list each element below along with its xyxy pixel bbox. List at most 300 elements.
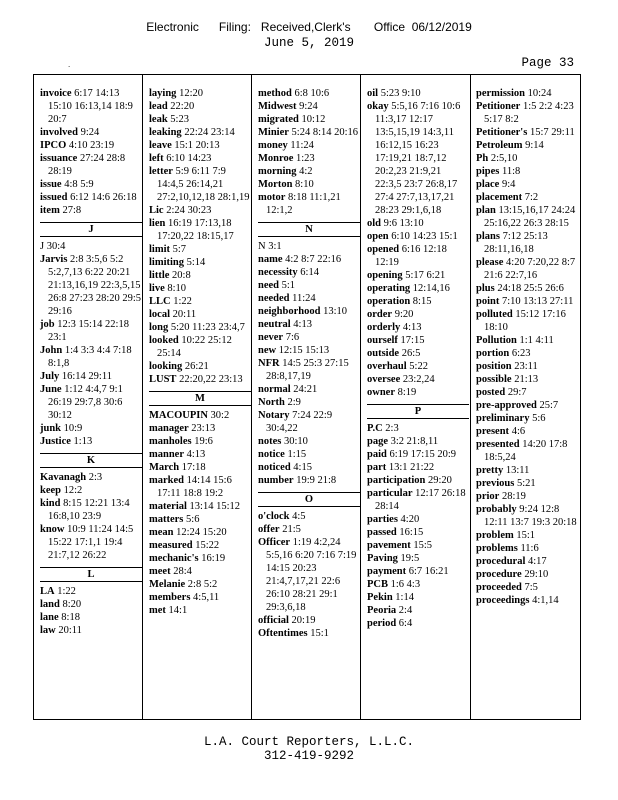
index-word: LUST	[149, 374, 177, 385]
index-entry	[258, 614, 360, 627]
index-word: probably	[476, 504, 517, 515]
index-references: 23:13	[191, 423, 216, 434]
index-references: 5:9 6:11 7:9 14:4,5 26:14,21 27:2,10,12,18 28:1,19	[157, 166, 250, 203]
index-references: 16:14 29:11	[61, 371, 112, 382]
index-entry	[149, 113, 251, 126]
index-references: 23:11	[514, 361, 538, 372]
index-word: payment	[367, 566, 407, 577]
index-references: 6:8 10:6	[294, 88, 330, 99]
index-word: letter	[149, 166, 173, 177]
index-word: Midwest	[258, 101, 297, 112]
index-entry	[149, 282, 251, 295]
index-word: marked	[149, 475, 184, 486]
index-references: 4:8 5:9	[64, 179, 94, 190]
index-references: 26:21	[184, 361, 209, 372]
index-references: 8:10	[167, 283, 187, 294]
index-references: 2:5,10	[490, 153, 518, 164]
index-entry	[367, 578, 469, 591]
footer-company: L.A. Court Reporters, L.L.C.	[203, 735, 415, 749]
index-entry	[367, 513, 469, 526]
index-word: LLC	[149, 296, 171, 307]
index-word: proceeded	[476, 582, 522, 593]
index-word: oversee	[367, 374, 401, 385]
index-references: 1:1 4:11	[519, 335, 554, 346]
index-entry	[258, 435, 360, 448]
index-references: 9:6 13:10	[383, 218, 424, 229]
index-entry	[258, 126, 360, 139]
index-references: 22:20	[170, 101, 195, 112]
index-entry	[476, 139, 578, 152]
index-word: order	[367, 309, 393, 320]
index-references: 19:5	[400, 553, 420, 564]
index-word: Ph	[476, 153, 489, 164]
index-entry	[367, 526, 469, 539]
index-references: 1:4 3:3 4:4 7:18 8:1,8	[48, 345, 132, 369]
index-references: 9:24 12:8 12:11 13:7 19:3 20:18	[484, 504, 577, 528]
index-references: 11:6	[520, 543, 539, 554]
index-entry	[149, 165, 251, 204]
index-entry	[476, 503, 578, 529]
index-entry	[476, 542, 578, 555]
index-entry	[149, 422, 251, 435]
index-entry	[258, 383, 360, 396]
column-divider	[470, 75, 471, 719]
index-entry	[258, 266, 360, 279]
index-entry	[476, 308, 578, 334]
index-word: pipes	[476, 166, 500, 177]
index-entry	[258, 253, 360, 266]
index-word: procedure	[476, 569, 522, 580]
index-entry	[476, 490, 578, 503]
index-word: March	[149, 462, 180, 473]
index-references: 20:11	[58, 625, 82, 636]
index-entry	[258, 523, 360, 536]
index-references: 3:1	[268, 241, 282, 252]
index-word: notice	[258, 449, 285, 460]
index-entry	[258, 292, 360, 305]
index-references: 2:8 3:5,6 5:2 5:2,7,13 6:22 20:21 21:13,16,19 22:3,5,15 26:8 27:23 28:20 29:5 29:16	[48, 254, 142, 317]
index-word: permission	[476, 88, 526, 99]
index-references: 5:5,16 7:16 10:6 11:3,17 12:17 13:5,15,19 14:3,11 16:12,15 16:23 17:19,21 18:7,12 20:2,23 21:9,21 22:3,5 23:7 26:8,17 27:4 27:7,13,17,21 28:23 29:1,6,18	[375, 101, 461, 216]
index-entry	[149, 500, 251, 513]
index-references: 15:22	[195, 540, 220, 551]
index-references: 8:15 12:21 13:4 16:8,10 23:9	[48, 498, 130, 522]
index-entry	[40, 240, 142, 253]
index-references: 6:16 12:18 12:19	[375, 244, 447, 268]
footer-phone: 312-419-9292	[263, 749, 354, 763]
index-entry	[149, 217, 251, 243]
index-word: offer	[258, 524, 280, 535]
index-word: North	[258, 397, 285, 408]
index-word: Kavanagh	[40, 472, 87, 483]
index-word: manner	[149, 449, 184, 460]
index-entry	[367, 461, 469, 474]
index-references: 8:18	[61, 612, 80, 623]
index-word: Lic	[149, 205, 164, 216]
index-entry	[476, 568, 578, 581]
index-word: method	[258, 88, 292, 99]
index-references: 12:20	[179, 88, 203, 99]
index-references: 6:14	[300, 267, 319, 278]
index-entry	[476, 464, 578, 477]
index-word: N	[258, 241, 266, 252]
index-word: lien	[149, 218, 166, 229]
filing-date: June 5, 2019	[263, 36, 354, 50]
index-references: 2:3	[88, 472, 103, 483]
index-word: John	[40, 345, 63, 356]
index-entry	[367, 347, 469, 360]
index-references: 4:2 8:7 22:16	[285, 254, 342, 265]
index-word: parties	[367, 514, 398, 525]
index-entry	[367, 487, 469, 513]
index-entry	[476, 581, 578, 594]
index-references: 2:9	[287, 397, 301, 408]
index-entry	[149, 256, 251, 269]
index-entry	[476, 295, 578, 308]
index-entry	[476, 594, 578, 607]
index-references: 6:7 16:21	[408, 566, 449, 577]
index-entry	[476, 373, 578, 386]
index-entry	[149, 526, 251, 539]
index-references: 4:13	[186, 449, 206, 460]
index-word: particular	[367, 488, 413, 499]
index-references: 12:2	[63, 485, 83, 496]
index-word: P.C	[367, 423, 383, 434]
index-word: pre-approved	[476, 400, 537, 411]
index-references: 24:18 25:5 26:6	[497, 283, 564, 294]
index-word: place	[476, 179, 500, 190]
index-references: 5:24 8:14 20:16	[291, 127, 359, 138]
index-references: 6:12 14:6 26:18	[70, 192, 137, 203]
index-entry	[367, 308, 469, 321]
index-word: mean	[149, 527, 174, 538]
index-references: 1:19 4:2,24 5:5,16 6:20 7:16 7:19 14:15 20:23 21:4,7,17,21 22:6 26:10 28:21 29:1 29:3,6,18	[266, 537, 357, 613]
index-entry	[258, 178, 360, 191]
index-word: necessity	[258, 267, 298, 278]
index-entry	[476, 555, 578, 568]
index-references: 4:20	[400, 514, 420, 525]
index-references: 9:4	[501, 179, 516, 190]
index-entry	[258, 318, 360, 331]
index-entry	[149, 461, 251, 474]
index-entry	[476, 438, 578, 464]
index-entry	[367, 217, 469, 230]
index-entry	[149, 269, 251, 282]
index-entry	[258, 357, 360, 383]
index-word: Morton	[258, 179, 293, 190]
index-references: 5:20 11:23 23:4,7	[170, 322, 245, 333]
index-entry	[149, 513, 251, 526]
index-entry	[367, 435, 469, 448]
index-entry	[258, 331, 360, 344]
index-entry	[476, 230, 578, 256]
index-references: 15:1	[310, 628, 329, 639]
index-entry	[40, 178, 142, 191]
index-word: J	[40, 241, 45, 252]
index-word: Petitioner	[476, 101, 521, 112]
index-references: 12:3 15:14 22:18 23:1	[48, 319, 129, 343]
index-references: 27:24 28:8 28:19	[48, 153, 126, 177]
index-entry	[40, 87, 142, 126]
section-letter: L	[40, 567, 142, 582]
index-entry	[367, 295, 469, 308]
index-word: invoice	[40, 88, 72, 99]
index-references: 1:5 2:2 4:23 5:17 8:2	[484, 101, 574, 125]
index-references: 1:22	[57, 586, 76, 597]
index-word: law	[40, 625, 56, 636]
index-entry	[40, 523, 142, 562]
index-entry	[367, 87, 469, 100]
index-references: 22:20,22 23:13	[179, 374, 243, 385]
index-entry	[476, 256, 578, 282]
index-references: 1:13	[73, 436, 93, 447]
index-entry	[258, 396, 360, 409]
index-word: limit	[149, 244, 170, 255]
index-references: 29:10	[524, 569, 549, 580]
index-references: 2:4	[398, 605, 413, 616]
index-references: 13:14 15:12	[189, 501, 240, 512]
index-word: position	[476, 361, 512, 372]
index-references: 5:7	[172, 244, 187, 255]
index-entry	[367, 591, 469, 604]
word-index-box	[33, 74, 581, 720]
index-word: orderly	[367, 322, 401, 333]
index-references: 25:7	[539, 400, 559, 411]
index-entry	[258, 536, 360, 614]
index-word: Pollution	[476, 335, 517, 346]
index-word: leave	[149, 140, 172, 151]
index-entry	[476, 191, 578, 204]
index-entry	[258, 461, 360, 474]
index-entry	[367, 448, 469, 461]
index-references: 24:21	[293, 384, 318, 395]
index-references: 17:15	[400, 335, 425, 346]
index-entry	[258, 152, 360, 165]
index-entry	[149, 409, 251, 422]
index-entry	[476, 152, 578, 165]
index-references: 4:20 7:20,22 8:7 21:6 22:7,16	[484, 257, 576, 281]
index-references: 9:24	[299, 101, 318, 112]
index-entry	[40, 383, 142, 422]
index-entry	[476, 100, 578, 126]
column-divider	[251, 75, 252, 719]
index-references: 6:17 14:13 15:10 16:13,14 18:9 20:7	[48, 88, 133, 125]
index-word: overhaul	[367, 361, 407, 372]
index-word: limiting	[149, 257, 185, 268]
index-word: PCB	[367, 579, 388, 590]
index-word: polluted	[476, 309, 513, 320]
index-word: met	[149, 605, 166, 616]
index-word: lane	[40, 612, 59, 623]
index-word: Peoria	[367, 605, 397, 616]
index-word: leaking	[149, 127, 182, 138]
index-word: keep	[40, 485, 61, 496]
index-word: name	[258, 254, 283, 265]
index-entry	[476, 529, 578, 542]
index-entry	[149, 139, 251, 152]
index-entry	[40, 191, 142, 204]
index-references: 1:15	[287, 449, 307, 460]
index-entry	[258, 510, 360, 523]
index-references: 4:17	[528, 556, 547, 567]
index-references: 11:24	[292, 293, 316, 304]
index-references: 20:11	[172, 309, 197, 320]
index-entry	[149, 204, 251, 217]
index-word: problems	[476, 543, 518, 554]
index-entry	[367, 321, 469, 334]
index-entry	[40, 484, 142, 497]
index-entry	[40, 435, 142, 448]
index-references: 5:6	[532, 413, 546, 424]
index-entry	[40, 585, 142, 598]
index-entry	[149, 360, 251, 373]
index-entry	[149, 152, 251, 165]
index-entry	[367, 565, 469, 578]
index-references: 28:19	[501, 491, 526, 502]
index-references: 5:22	[409, 361, 428, 372]
index-references: 22:24 23:14	[184, 127, 235, 138]
index-word: part	[367, 462, 387, 473]
index-word: posted	[476, 387, 506, 398]
index-references: 13:11	[505, 465, 530, 476]
index-references: 10:22 25:12 25:14	[157, 335, 232, 359]
index-entry	[258, 344, 360, 357]
index-word: Justice	[40, 436, 71, 447]
index-entry	[367, 230, 469, 243]
index-references: 4:5	[292, 511, 306, 522]
index-entry	[476, 477, 578, 490]
index-word: plus	[476, 283, 495, 294]
index-references: 27:8	[62, 205, 82, 216]
index-word: local	[149, 309, 170, 320]
index-word: noticed	[258, 462, 291, 473]
index-references: 1:23	[296, 153, 315, 164]
index-word: motor	[258, 192, 286, 203]
index-entry	[258, 165, 360, 178]
index-references: 8:19	[397, 387, 417, 398]
index-entry	[40, 370, 142, 383]
index-word: know	[40, 524, 65, 535]
index-word: leak	[149, 114, 168, 125]
index-column-1	[40, 87, 142, 637]
index-entry	[149, 552, 251, 565]
index-word: Minier	[258, 127, 289, 138]
index-references: 14:5 25:3 27:15 28:8,17,19	[266, 358, 349, 382]
index-entry	[476, 386, 578, 399]
index-references: 14:20 17:8 18:5,24	[484, 439, 568, 463]
index-entry	[476, 126, 578, 139]
page-number: Page 33	[521, 56, 574, 70]
index-entry	[367, 100, 469, 217]
index-word: paid	[367, 449, 387, 460]
index-word: notes	[258, 436, 282, 447]
index-references: 28:4	[173, 566, 192, 577]
index-entry	[258, 139, 360, 152]
column-divider	[360, 75, 361, 719]
index-entry	[40, 318, 142, 344]
index-references: 10:9 11:24 14:5 15:22 17:1,1 19:4 21:7,12 26:22	[48, 524, 134, 561]
index-word: please	[476, 257, 504, 268]
index-word: migrated	[258, 114, 299, 125]
index-entry	[476, 399, 578, 412]
index-word: mechanic's	[149, 553, 199, 564]
index-entry	[149, 474, 251, 500]
index-word: looking	[149, 361, 183, 372]
index-word: members	[149, 592, 191, 603]
index-entry	[149, 321, 251, 334]
index-word: lead	[149, 101, 168, 112]
index-word: prior	[476, 491, 500, 502]
index-references: 6:10 14:23 15:1	[391, 231, 458, 242]
index-references: 4:5,11	[193, 592, 220, 603]
index-references: 17:18	[181, 462, 206, 473]
index-entry	[258, 87, 360, 100]
index-word: issue	[40, 179, 62, 190]
index-word: new	[258, 345, 277, 356]
index-word: pavement	[367, 540, 411, 551]
index-entry	[367, 282, 469, 295]
index-references: 11:8	[501, 166, 521, 177]
index-word: operation	[367, 296, 411, 307]
index-entry	[40, 204, 142, 217]
index-references: 29:20	[427, 475, 452, 486]
index-references: 7:6	[285, 332, 300, 343]
index-entry	[476, 425, 578, 438]
index-word: job	[40, 319, 55, 330]
index-word: outside	[367, 348, 400, 359]
index-references: 1:6 4:3	[390, 579, 421, 590]
index-word: passed	[367, 527, 397, 538]
index-references: 15:12 17:16 18:10	[484, 309, 566, 333]
index-word: opening	[367, 270, 403, 281]
index-entry	[149, 604, 251, 617]
index-entry	[40, 126, 142, 139]
index-word: Petroleum	[476, 140, 523, 151]
index-references: 16:15	[399, 527, 424, 538]
index-word: IPCO	[40, 140, 67, 151]
index-entry	[149, 126, 251, 139]
index-references: 4:1,14	[532, 595, 559, 606]
index-references: 4:13	[293, 319, 312, 330]
index-word: live	[149, 283, 165, 294]
index-references: 20:19	[291, 615, 316, 626]
index-word: Jarvis	[40, 254, 68, 265]
index-word: never	[258, 332, 284, 343]
index-column-5	[476, 87, 578, 607]
index-entry	[367, 360, 469, 373]
index-entry	[149, 448, 251, 461]
index-word: procedural	[476, 556, 526, 567]
index-entry	[149, 308, 251, 321]
index-word: material	[149, 501, 187, 512]
section-letter: M	[149, 391, 251, 406]
index-column-4	[367, 87, 469, 630]
index-word: July	[40, 371, 60, 382]
index-word: junk	[40, 423, 62, 434]
index-references: 16:19 17:13,18 17:20,22 18:15,17	[157, 218, 234, 242]
index-references: 13:1 21:22	[388, 462, 435, 473]
index-word: kind	[40, 498, 61, 509]
index-entry	[258, 409, 360, 435]
index-word: pretty	[476, 465, 504, 476]
index-word: matters	[149, 514, 184, 525]
index-word: number	[258, 475, 294, 486]
index-references: 19:6	[194, 436, 213, 447]
index-word: Pekin	[367, 592, 393, 603]
index-references: 7:24 22:9 30:4,22	[266, 410, 333, 434]
index-word: owner	[367, 387, 395, 398]
index-entry	[258, 191, 360, 217]
